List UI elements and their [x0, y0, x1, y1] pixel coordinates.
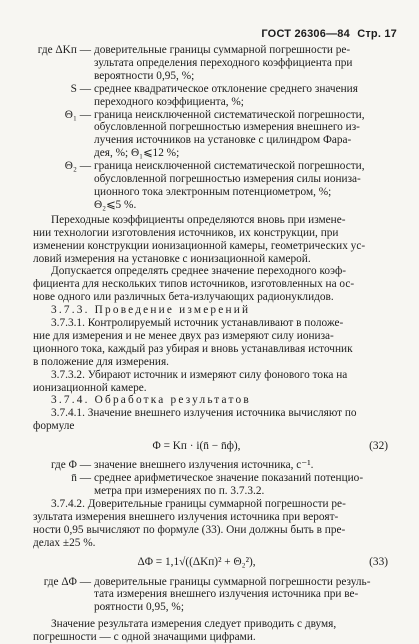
paragraph-transition-coefficients — [33, 214, 388, 266]
text-line: зультата определения переходного коэффициента при — [94, 56, 353, 69]
text-line: метра при измерениях по п. 3.7.3.2. — [94, 485, 265, 497]
definitions-list-3 — [33, 576, 388, 615]
definition-item — [33, 472, 388, 498]
text-line: ционного тока электронным потенциометром, %; — [94, 185, 332, 198]
paragraph-3-7-3-1 — [33, 317, 388, 369]
text-line: 3.7.4.1. Значение внешнего излучения источника вычисляют по — [51, 407, 357, 420]
definition-text — [94, 459, 388, 472]
formula-32-number: (32) — [369, 439, 388, 452]
definition-text — [94, 576, 388, 615]
text-line: среднее квадратическое отклонение среднего значения — [94, 82, 358, 95]
formula-33-number: (33) — [369, 556, 388, 569]
text-line: доверительные границы суммарной погрешности резуль- — [94, 575, 371, 588]
definition-item — [33, 83, 388, 109]
text-line: Допускается определять среднее значение переходного коэф- — [51, 265, 347, 278]
text-line: обусловленной погрешностью измерения внешнего из- — [94, 121, 360, 134]
definition-item — [33, 109, 388, 161]
text-line: Значение результата измерения следует приводить с двумя, — [51, 618, 337, 631]
text-line: значение внешнего излучения источника, с⁻¹. — [94, 459, 314, 472]
definition-item — [33, 576, 388, 615]
text-line: 3.7.3.2. Убирают источник и измеряют силу фонового тока на — [51, 368, 348, 381]
text-line: Переходные коэффициенты определяются вновь при измене- — [51, 213, 346, 226]
paragraph-3-7-4-2 — [33, 498, 388, 550]
definitions-list-2 — [33, 459, 388, 498]
definition-symbol: S — — [70, 82, 91, 95]
definition-text — [94, 83, 388, 109]
paragraph-average-coefficient — [33, 265, 388, 304]
text-line: 3.7.3.1. Контролируемый источник устанавливают в положе- — [51, 317, 344, 330]
section-heading-3-7-3: 3.7.3. Проведение измерений — [51, 304, 251, 317]
text-line: вероятности 0,95, %; — [94, 69, 195, 82]
definition-text — [94, 44, 388, 83]
text-line: изменении конструкции ионизационной камеры, геометрических ус- — [33, 239, 366, 252]
document-body — [33, 44, 388, 644]
text-line: делах ±25 %. — [33, 536, 96, 549]
formula-33 — [33, 550, 388, 576]
text-line: погрешности — с одной значащими цифрами. — [33, 631, 256, 644]
definition-symbol: Θ₂ — — [64, 160, 91, 173]
section-heading-3-7-4: 3.7.4. Обработка результатов — [51, 394, 251, 407]
definition-symbol: n̄ — — [71, 472, 91, 485]
text-line: ловий измерения на установке с ионизационной камерой. — [33, 252, 311, 265]
definition-item — [33, 44, 388, 83]
formula-32-expression: Φ = Kп · i(n̄ − n̄ф), — [152, 439, 241, 452]
definition-symbol: где Φ — — [50, 459, 91, 472]
text-line: граница неисключенной систематической погрешности, — [94, 108, 365, 121]
text-line: нове одного или различных бета-излучающих радионуклидов. — [33, 291, 334, 304]
text-line: среднее арифметическое значение показаний потенцио- — [94, 472, 364, 485]
text-line: формуле — [33, 420, 75, 433]
text-line: доверительные границы суммарной погрешности ре- — [94, 44, 351, 56]
text-line: роятности 0,95, %; — [94, 601, 184, 614]
standard-number: ГОСТ 26306—84 — [261, 28, 350, 40]
definition-item — [33, 459, 388, 472]
text-line: дея, %; Θ₁⩽12 %; — [94, 147, 180, 160]
definitions-list-1 — [33, 44, 388, 212]
definition-text — [94, 160, 388, 212]
definition-item — [33, 160, 388, 212]
formula-32 — [33, 433, 388, 459]
paragraph-result-rounding — [33, 618, 388, 644]
definition-text — [94, 109, 388, 161]
text-line: ние для измерения и не менее двух раз измеряют силу иониза- — [33, 329, 334, 342]
paragraph-3-7-3-2 — [33, 369, 388, 395]
text-line: граница неисключенной систематической погрешности, — [94, 160, 365, 173]
text-line: 3.7.4.2. Доверительные границы суммарной погрешности ре- — [51, 497, 346, 510]
text-line: лучения источников на установке с цилиндром Фара- — [94, 134, 352, 147]
definition-text — [94, 472, 388, 498]
text-line: обусловленной погрешностью измерения силы иониза- — [94, 173, 361, 186]
text-line: в положение для измерения. — [33, 355, 169, 368]
page-number: Стр. 17 — [357, 28, 397, 40]
definition-symbol: где ΔKп — — [37, 44, 91, 56]
text-line: ионизационной камере. — [33, 381, 147, 394]
text-line: тата измерения внешнего излучения источника при ве- — [94, 588, 359, 601]
definition-symbol: где ΔΦ — — [43, 575, 91, 588]
text-line: нии технологии изготовления источников, их конструкции, при — [33, 226, 339, 239]
page-header — [257, 28, 397, 41]
paragraph-3-7-4-1 — [33, 407, 388, 433]
text-line: ционного тока, каждый раз убирая и вновь устанавливая источник — [33, 342, 353, 355]
text-line: переходного коэффициента, %; — [94, 95, 244, 108]
text-line: Θ₂⩽5 %. — [94, 198, 137, 211]
text-line: ности 0,95 вычисляют по формуле (33). Они должны быть в пре- — [33, 523, 346, 536]
formula-33-expression: ΔΦ = 1,1√((ΔKп)² + Θ₂²), — [137, 556, 256, 569]
definition-symbol: Θ₁ — — [64, 108, 91, 121]
text-line: зультата измерения внешнего излучения источника при вероят- — [33, 510, 339, 523]
text-line: фициента для нескольких типов источников, изготовленных на ос- — [33, 278, 355, 291]
